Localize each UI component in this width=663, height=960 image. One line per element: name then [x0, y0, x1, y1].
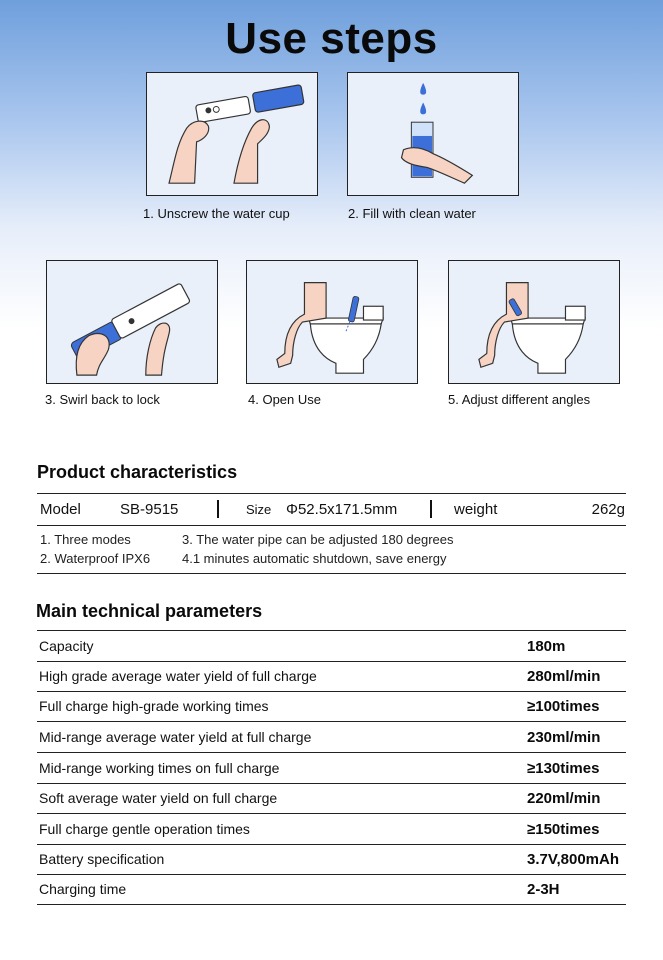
size-value: Φ52.5x171.5mm	[286, 501, 398, 518]
parameter-value: ≥100times	[527, 698, 600, 715]
parameter-label: Battery specification	[39, 851, 165, 867]
parameter-value: 3.7V,800mAh	[527, 851, 620, 868]
page-title: Use steps	[225, 14, 438, 63]
parameter-label: Mid-range working times on full charge	[39, 760, 280, 776]
table-row	[38, 692, 626, 722]
table-row	[38, 845, 626, 875]
spec-row	[38, 496, 626, 524]
parameter-label: High grade average water yield of full charge	[39, 668, 317, 684]
step-3-illustration	[46, 260, 218, 384]
parameter-label: Capacity	[39, 638, 94, 654]
feature-item: 4.1 minutes automatic shutdown, save energy	[182, 551, 447, 566]
unscrew-cup-icon	[147, 73, 317, 195]
parameter-value: 220ml/min	[527, 790, 601, 807]
model-label: Model	[40, 501, 81, 518]
parameter-label: Charging time	[39, 881, 127, 897]
divider	[37, 904, 626, 905]
parameter-value: 2-3H	[527, 881, 560, 898]
step-1-illustration	[146, 72, 318, 196]
adjust-angle-icon	[449, 261, 619, 383]
step-4-caption: 4. Open Use	[248, 392, 321, 407]
divider	[37, 630, 626, 631]
step-2-caption: 2. Fill with clean water	[348, 206, 476, 221]
table-row	[38, 784, 626, 814]
step-2-illustration	[347, 72, 519, 196]
parameter-value: 280ml/min	[527, 668, 601, 685]
model-value: SB-9515	[120, 501, 179, 518]
swirl-lock-icon	[47, 261, 217, 383]
step-5-caption: 5. Adjust different angles	[448, 392, 591, 407]
parameter-label: Soft average water yield on full charge	[39, 790, 278, 806]
step-3-caption: 3. Swirl back to lock	[45, 392, 160, 407]
parameter-label: Full charge high-grade working times	[39, 698, 269, 714]
parameter-value: ≥150times	[527, 821, 600, 838]
divider	[217, 500, 219, 518]
table-row	[38, 815, 626, 845]
fill-water-icon	[348, 73, 518, 195]
technical-parameters-title: Main technical parameters	[36, 601, 263, 621]
parameter-value: 180m	[527, 638, 566, 655]
step-5-illustration	[448, 260, 620, 384]
feature-item: 3. The water pipe can be adjusted 180 degrees	[182, 532, 454, 547]
divider	[37, 721, 626, 722]
divider	[37, 525, 626, 526]
feature-item: 2. Waterproof IPX6	[40, 551, 151, 566]
weight-label: weight	[454, 501, 498, 518]
feature-item: 1. Three modes	[40, 532, 131, 547]
toilet-use-icon	[247, 261, 417, 383]
divider	[430, 500, 432, 518]
divider	[37, 493, 626, 494]
parameter-label: Mid-range average water yield at full charge	[39, 729, 312, 745]
table-row	[38, 632, 626, 662]
divider	[37, 573, 626, 574]
table-row	[38, 754, 626, 784]
parameter-label: Full charge gentle operation times	[39, 821, 250, 837]
table-row	[38, 723, 626, 753]
parameter-value: 230ml/min	[527, 729, 601, 746]
divider	[37, 752, 626, 753]
step-1-caption: 1. Unscrew the water cup	[143, 206, 290, 221]
weight-value: 262g	[591, 501, 625, 518]
table-row	[38, 662, 626, 692]
divider	[37, 813, 626, 814]
parameter-value: ≥130times	[527, 760, 600, 777]
size-label: Size	[246, 502, 272, 517]
table-row	[38, 875, 626, 905]
product-characteristics-title: Product characteristics	[37, 462, 238, 482]
step-4-illustration	[246, 260, 418, 384]
